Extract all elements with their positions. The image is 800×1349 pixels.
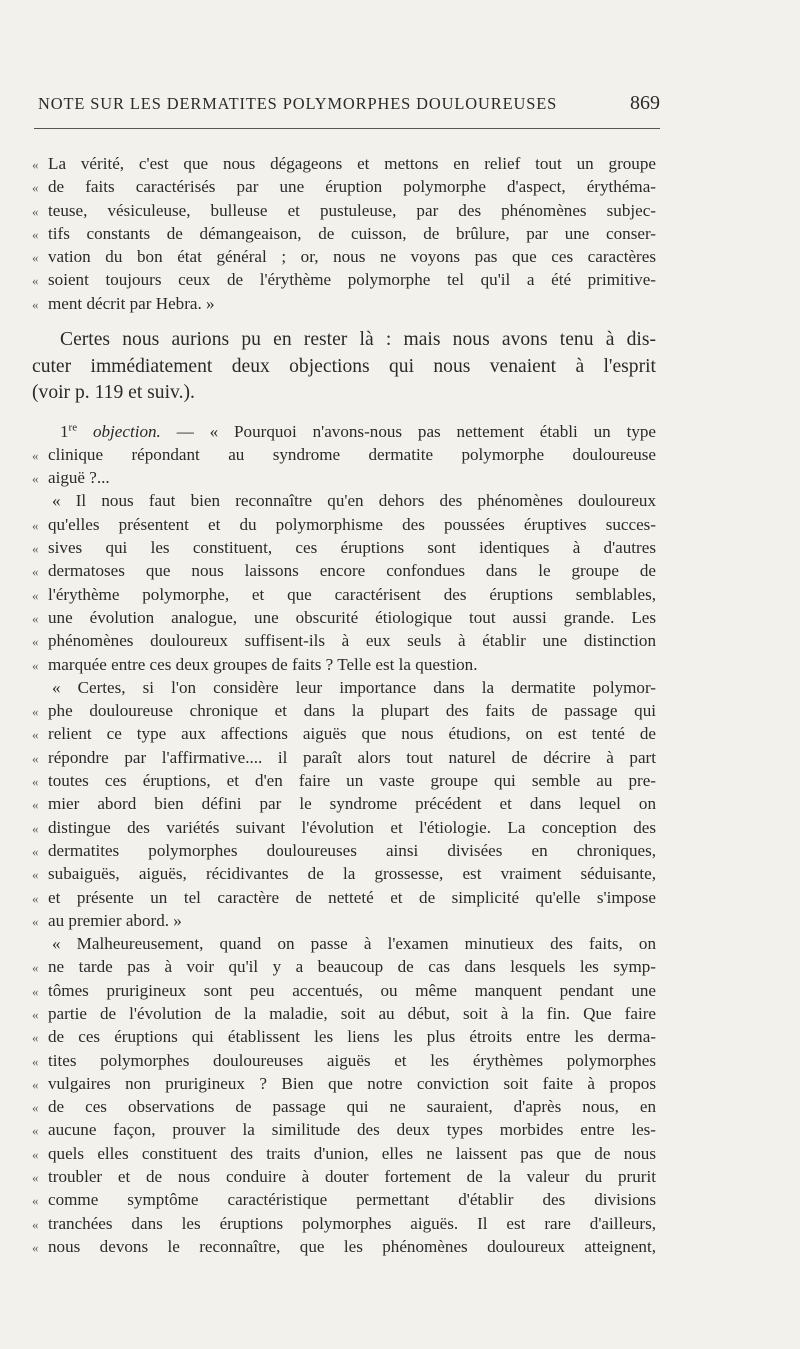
text-line — [32, 292, 656, 315]
line-text: « Il nous faut bien reconnaître qu'en dehors des phénomènes douloureux — [52, 491, 656, 511]
line-text: cuter immédiatement deux objections qui nous venaient à l'esprit — [32, 355, 656, 377]
quote-mark: « — [32, 913, 39, 929]
quote-mark: « — [32, 1146, 39, 1162]
text-line — [32, 606, 656, 629]
quote-mark: « — [32, 564, 39, 580]
text-line — [32, 1212, 656, 1235]
text-line — [32, 1049, 656, 1072]
quote-mark: « — [32, 1076, 39, 1092]
text-line — [32, 380, 656, 407]
quote-mark: « — [32, 180, 39, 196]
line-text: tômes prurigineux sont peu accentués, ou même manquent pendant une — [48, 980, 656, 1000]
quote-mark: « — [32, 960, 39, 976]
text-line — [32, 1235, 656, 1258]
text-line — [32, 1142, 656, 1165]
text-line — [32, 354, 656, 381]
line-text: nous devons le reconnaître, que les phénomènes douloureux atteignent, — [48, 1236, 656, 1256]
line-text: dermatoses que nous laissons encore confondues dans le groupe de — [48, 561, 656, 581]
quote-mark: « — [32, 1239, 39, 1255]
quote-mark: « — [32, 541, 39, 557]
line-text: mier abord bien défini par le syndrome précédent et dans lequel on — [48, 794, 656, 814]
line-text: qu'elles présentent et du polymorphisme des poussées éruptives succes- — [48, 514, 656, 534]
quote-mark: « — [32, 704, 39, 720]
quote-mark: « — [32, 774, 39, 790]
line-text: marquée entre ces deux groupes de faits ? Telle est la question. — [48, 654, 478, 674]
quote-mark: « — [32, 273, 39, 289]
line-text: « Certes, si l'on considère leur importance dans la dermatite polymor- — [52, 677, 656, 697]
quote-mark: « — [32, 226, 39, 242]
quote-mark: « — [32, 447, 39, 463]
line-text: au premier abord. » — [48, 910, 182, 930]
line-text: vation du bon état général ; or, nous ne voyons pas que ces caractères — [48, 247, 656, 267]
quote-mark: « — [32, 587, 39, 603]
text-line — [32, 559, 656, 582]
text-line — [32, 489, 656, 512]
objection-number: 1 — [60, 421, 69, 441]
page-number: 869 — [630, 92, 660, 114]
text-line — [32, 1188, 656, 1211]
line-text: quels elles constituent des traits d'union, elles ne laissent pas que de nous — [48, 1143, 656, 1163]
text-line — [32, 722, 656, 745]
quote-mark: « — [32, 843, 39, 859]
line-text: de ces observations de passage qui ne sauraient, d'après nous, en — [48, 1097, 656, 1117]
text-line — [32, 245, 656, 268]
quote-mark: « — [32, 1123, 39, 1139]
running-title: NOTE SUR LES DERMATITES POLYMORPHES DOULOUREUSES — [38, 94, 558, 113]
text-line — [32, 222, 656, 245]
text-line — [32, 792, 656, 815]
text-line — [32, 1095, 656, 1118]
quote-mark: « — [32, 1053, 39, 1069]
line-text: une évolution analogue, une obscurité étiologique tout aussi grande. Les — [48, 607, 656, 627]
line-text: comme symptôme caractéristique permettant d'établir des divisions — [48, 1190, 656, 1210]
line-text: l'érythème polymorphe, et que caractérisent des éruptions semblables, — [48, 584, 656, 604]
text-line — [32, 629, 656, 652]
line-text: de faits caractérisés par une éruption polymorphe d'aspect, érythéma- — [48, 177, 656, 197]
quote-mark: « — [32, 250, 39, 266]
quoted-paragraph-1 — [32, 152, 656, 315]
text-line — [32, 466, 656, 489]
header-rule — [34, 128, 660, 129]
line-text: tifs constants de démangeaison, de cuisson, de brûlure, par une conser- — [48, 223, 656, 243]
line-text: « Malheureusement, quand on passe à l'examen minutieux des faits, on — [52, 934, 656, 954]
line-text: ment décrit par Hebra. » — [48, 293, 215, 313]
quote-mark: « — [32, 983, 39, 999]
line-text: phénomènes douloureux suffisent-ils à eux seuls à établir une distinction — [48, 631, 656, 651]
text-line — [32, 268, 656, 291]
text-line — [32, 839, 656, 862]
quote-mark: « — [32, 471, 39, 487]
line-text: et présente un tel caractère de netteté et de simplicité qu'elle s'impose — [48, 887, 656, 907]
quote-mark: « — [32, 1030, 39, 1046]
line-text: aiguë ?... — [48, 468, 110, 488]
text-line — [32, 746, 656, 769]
quote-mark: « — [32, 157, 39, 172]
quote-mark: « — [32, 296, 39, 312]
line-text: aucune façon, prouver la similitude des deux types morbides entre les- — [48, 1120, 656, 1140]
text-line — [32, 536, 656, 559]
line-text: répondre par l'affirmative.... il paraît alors tout naturel de décrire à part — [48, 747, 656, 767]
line-text: distingue des variétés suivant l'évolution et l'étiologie. La conception des — [48, 817, 656, 837]
text-line — [32, 862, 656, 885]
line-text: relient ce type aux affections aiguës que nous étudions, on est tenté de — [48, 724, 656, 744]
main-paragraph — [32, 327, 656, 407]
line-text: subaiguës, aiguës, récidivantes de la grossesse, est vraiment séduisante, — [48, 864, 656, 884]
quote-mark: « — [32, 1193, 39, 1209]
quote-mark: « — [32, 1170, 39, 1186]
line-text: de ces éruptions qui établissent les liens les plus étroits entre les derma- — [48, 1027, 656, 1047]
quote-mark: « — [32, 867, 39, 883]
objection-text: — « Pourquoi n'avons-nous pas nettement établi un type — [160, 421, 656, 441]
text-line — [32, 932, 656, 955]
quote-mark: « — [32, 820, 39, 836]
text-line — [32, 1118, 656, 1141]
page-body — [32, 152, 656, 1258]
objection-label: objection. — [92, 421, 161, 441]
line-text: soient toujours ceux de l'érythème polymorphe tel qu'il a été primitive- — [48, 270, 656, 290]
quote-mark: « — [32, 517, 39, 533]
text-line — [32, 979, 656, 1002]
text-line — [32, 1025, 656, 1048]
text-line — [32, 583, 656, 606]
quote-mark: « — [32, 1007, 39, 1022]
text-line — [32, 1165, 656, 1188]
line-text: tites polymorphes douloureuses aiguës et les érythèmes polymorphes — [48, 1050, 656, 1070]
text-line — [32, 769, 656, 792]
quote-mark: « — [32, 797, 39, 813]
text-line — [32, 327, 656, 354]
line-text: clinique répondant au syndrome dermatite polymorphe douloureuse — [48, 444, 656, 464]
line-text: phe douloureuse chronique et dans la plupart des faits de passage qui — [48, 701, 656, 721]
text-line — [32, 1072, 656, 1095]
text-line — [32, 199, 656, 222]
text-line — [32, 653, 656, 676]
line-text: dermatites polymorphes douloureuses ainsi divisées en chroniques, — [48, 840, 656, 860]
text-line — [32, 175, 656, 198]
text-line — [32, 676, 656, 699]
line-text: troubler et de nous conduire à douter fortement de la valeur du prurit — [48, 1167, 656, 1187]
text-line — [32, 816, 656, 839]
running-header — [38, 92, 660, 115]
line-text: teuse, vésiculeuse, bulleuse et pustuleuse, par des phénomènes subjec- — [48, 200, 656, 220]
line-text: La vérité, c'est que nous dégageons et mettons en relief tout un groupe — [48, 154, 656, 173]
line-text: (voir p. 119 et suiv.). — [32, 382, 195, 404]
objection-sup: re — [68, 420, 78, 433]
line-text: tranchées dans les éruptions polymorphes aiguës. Il est rare d'ailleurs, — [48, 1213, 656, 1233]
quote-mark: « — [32, 750, 39, 766]
quote-mark: « — [32, 890, 39, 906]
quoted-paragraph-2 — [32, 443, 656, 1258]
text-line — [32, 443, 656, 466]
quote-mark: « — [32, 1100, 39, 1116]
line-text: sives qui les constituent, ces éruptions sont identiques à d'autres — [48, 538, 656, 558]
line-text: Certes nous aurions pu en rester là : mais nous avons tenu à dis- — [60, 329, 656, 351]
text-line — [32, 152, 656, 175]
text-line — [32, 699, 656, 722]
quote-mark: « — [32, 657, 39, 673]
line-text: ne tarde pas à voir qu'il y a beaucoup de cas dans lesquels les symp- — [48, 957, 656, 977]
quote-mark: « — [32, 610, 39, 626]
quote-mark: « — [32, 203, 39, 219]
text-line — [32, 513, 656, 536]
quote-mark: « — [32, 1216, 39, 1232]
text-line — [32, 955, 656, 978]
text-line — [32, 886, 656, 909]
line-text: partie de l'évolution de la maladie, soit au début, soit à la fin. Que faire — [48, 1004, 656, 1023]
quote-mark: « — [32, 634, 39, 650]
text-line — [32, 1002, 656, 1025]
text-line — [32, 909, 656, 932]
line-text: toutes ces éruptions, et d'en faire un vaste groupe qui semble au pre- — [48, 771, 656, 791]
quote-mark: « — [32, 727, 39, 743]
line-text: vulgaires non prurigineux ? Bien que notre conviction soit faite à propos — [48, 1073, 656, 1093]
objection-line — [32, 420, 656, 443]
